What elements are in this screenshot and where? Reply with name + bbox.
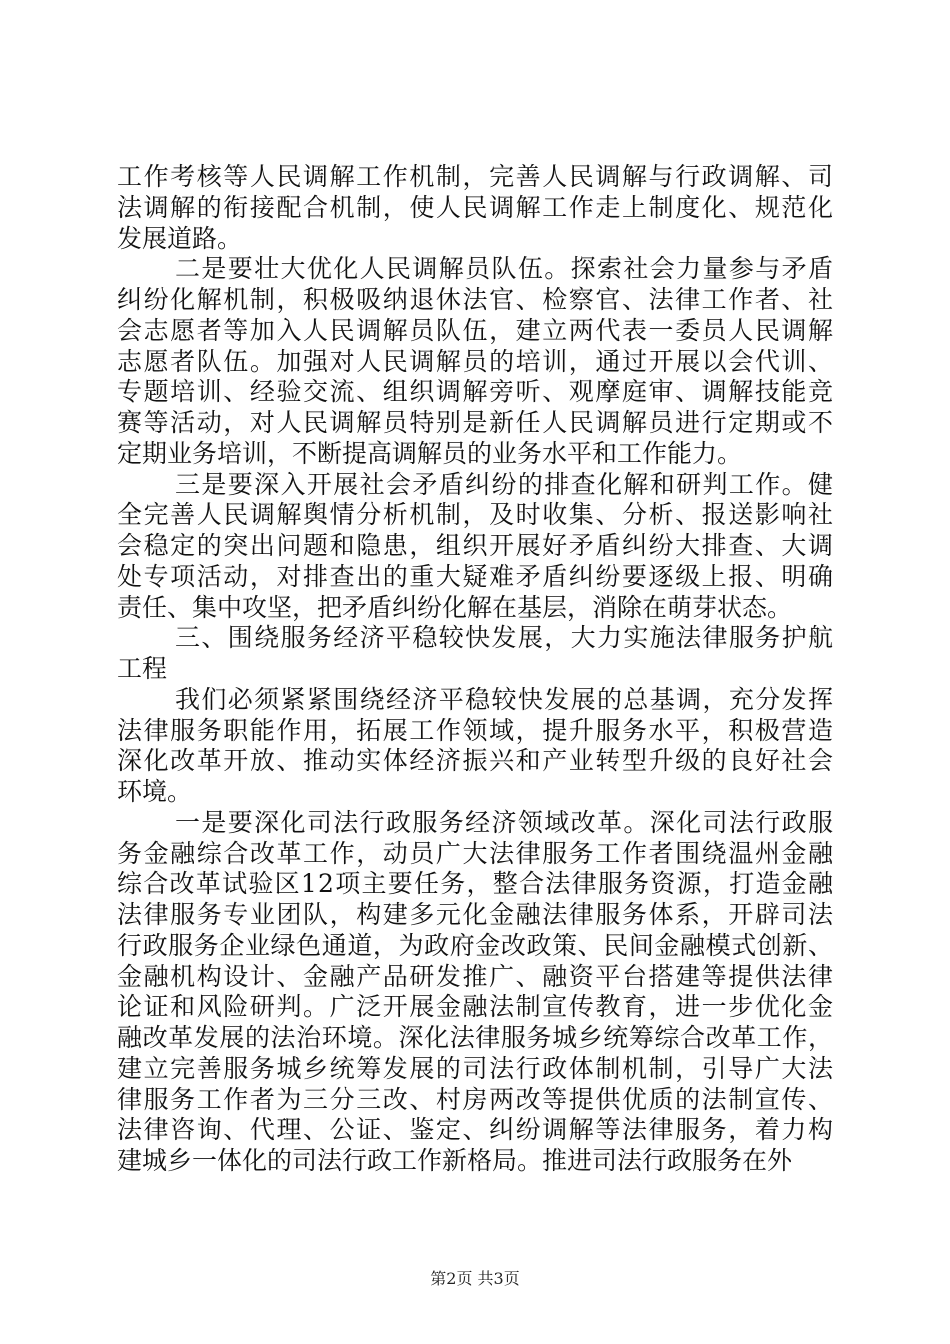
text-line-content: 纠纷化解机制，积极吸纳退休法官、检察官、法律工作者、社 <box>117 285 835 314</box>
text-line-content: 三是要深入开展社会矛盾纠纷的排查化解和研判工作。健 <box>175 469 835 499</box>
text-line-content: 工程 <box>117 654 168 683</box>
text-line-content: 责任、集中攻坚，把矛盾纠纷化解在基层，消除在萌芽状态。 <box>117 592 793 622</box>
text-line-content: 工作考核等人民调解工作机制，完善人民调解与行政调解、司 <box>117 162 835 191</box>
text-line-content: 法律咨询、代理、公证、鉴定、纠纷调解等法律服务，着力构 <box>117 1115 835 1145</box>
text-line-content: 论证和风险研判。广泛开展金融法制宣传教育，进一步优化金 <box>117 992 835 1022</box>
text-line-content: 建城乡一体化的司法行政工作新格局。推进司法行政服务在外 <box>117 1146 793 1175</box>
text-line-content: 行政服务企业绿色通道，为政府金改政策、民间金融模式创新、 <box>117 930 834 960</box>
text-line-content: 深化改革开放、推动实体经济振兴和产业转型升级的良好社会 <box>117 746 835 776</box>
text-line <box>0 1141 950 1181</box>
text-line-content: 会稳定的突出问题和隐患，组织开展好矛盾纠纷大排查、大调 <box>117 531 835 560</box>
text-line-content: 我们必须紧紧围绕经济平稳较快发展的总基调，充分发挥 <box>175 684 835 714</box>
text-line-content: 定期业务培训，不断提高调解员的业务水平和工作能力。 <box>117 438 743 468</box>
text-line-content: 一是要深化司法行政服务经济领域改革。深化司法行政服 <box>175 807 835 837</box>
text-line-content: 专题培训、经验交流、组织调解旁听、观摩庭审、调解技能竞 <box>117 377 835 407</box>
text-line-content: 法律服务职能作用，拓展工作领域，提升服务水平，积极营造 <box>117 715 835 745</box>
text-line-content: 赛等活动，对人民调解员特别是新任人民调解员进行定期或不 <box>117 408 835 437</box>
text-line-content: 务金融综合改革工作，动员广大法律服务工作者围绕温州金融 <box>117 838 835 868</box>
text-line-content: 全完善人民调解舆情分析机制，及时收集、分析、报送影响社 <box>117 500 835 530</box>
text-line-content: 融改革发展的法治环境。深化法律服务城乡统筹综合改革工作， <box>117 1023 834 1052</box>
text-line-content: 发展道路。 <box>117 223 243 253</box>
text-line-content: 二是要壮大优化人民调解员队伍。探索社会力量参与矛盾 <box>175 254 835 284</box>
text-line-content: 律服务工作者为三分三改、村房两改等提供优质的法制宣传、 <box>117 1084 835 1114</box>
page-footer: 第2页 共3页 <box>430 1269 520 1288</box>
text-line-content: 法调解的衔接配合机制，使人民调解工作走上制度化、规范化 <box>117 192 835 222</box>
text-line-content: 环境。 <box>117 777 193 806</box>
text-line-content: 会志愿者等加入人民调解员队伍，建立两代表一委员人民调解 <box>117 315 835 345</box>
text-line-content: 法律服务专业团队，构建多元化金融法律服务体系，开辟司法 <box>117 900 835 929</box>
text-line-content: 建立完善服务城乡统筹发展的司法行政体制机制，引导广大法 <box>117 1053 835 1083</box>
text-line-content: 志愿者队伍。加强对人民调解员的培训，通过开展以会代训、 <box>117 346 835 376</box>
text-line-content: 处专项活动，对排查出的重大疑难矛盾纠纷要逐级上报、明确 <box>117 561 835 591</box>
text-line-content: 综合改革试验区12项主要任务，整合法律服务资源，打造金融 <box>117 869 835 899</box>
text-line-content: 金融机构设计、金融产品研发推广、融资平台搭建等提供法律 <box>117 961 835 991</box>
text-line-content: 三、围绕服务经济平稳较快发展，大力实施法律服务护航 <box>175 623 835 653</box>
